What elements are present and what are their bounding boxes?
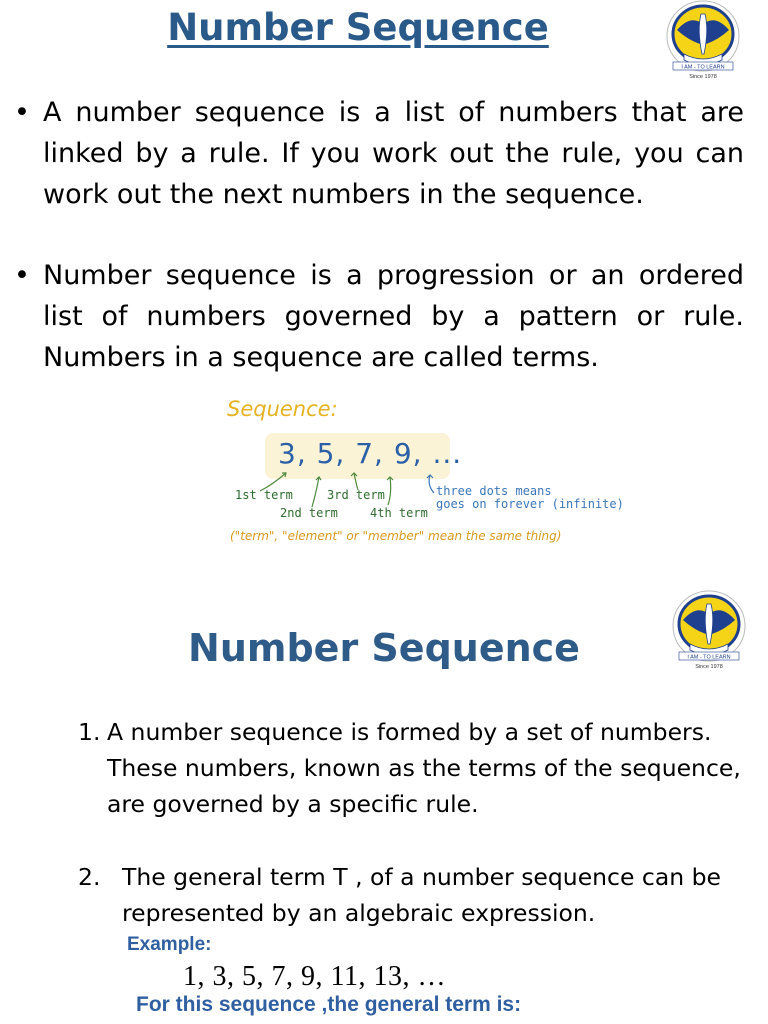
- svg-text:Since 1978: Since 1978: [689, 74, 717, 80]
- item-number: 2.: [78, 863, 101, 891]
- slide-2: [0, 590, 768, 1024]
- item-text: A number sequence is formed by a set of numbers. These numbers, known as the terms of the sequence, are governed by a specific rule.: [107, 718, 741, 818]
- sequence-figure: [220, 393, 624, 553]
- page-title: Number Sequence: [167, 6, 549, 49]
- bullet-item: • Number sequence is a progression or an ordered list of numbers governed by a pattern or rule. Numbers in a sequence are called terms.: [14, 255, 744, 378]
- fourth-term-label: 4th term: [370, 506, 428, 520]
- svg-text:I AM - TO LEARN: I AM - TO LEARN: [681, 64, 725, 71]
- sequence-heading: Sequence:: [227, 397, 338, 421]
- section-title: Number Sequence: [188, 626, 580, 670]
- example-label: Example:: [127, 934, 212, 955]
- svg-text:Since 1978: Since 1978: [695, 664, 723, 670]
- general-term-label: For this sequence ,the general term is:: [136, 993, 522, 1016]
- bullet-list: [14, 92, 744, 418]
- crest-icon: [664, 0, 742, 84]
- term-synonym-note: ("term", "element" or "member" mean the same thing): [230, 529, 562, 543]
- dots-meaning-line2: goes on forever (infinite): [436, 497, 624, 511]
- item-text: The general term T , of a number sequence can be represented by an algebraic expression.: [122, 863, 721, 927]
- svg-text:I AM - TO LEARN: I AM - TO LEARN: [687, 654, 731, 661]
- sequence-numbers: 3, 5, 7, 9, ...: [278, 437, 463, 470]
- second-term-label: 2nd term: [280, 506, 338, 520]
- dots-meaning-line1: three dots means: [436, 484, 552, 498]
- item-number: 1.: [78, 718, 101, 746]
- school-logo: [664, 0, 742, 84]
- bullet-item: • A number sequence is a list of numbers that are linked by a rule. If you work out the rule, you can work out the next numbers in the sequence.: [14, 92, 744, 215]
- first-term-label: 1st term: [235, 488, 293, 502]
- example-sequence: 1, 3, 5, 7, 9, 11, 13, …: [183, 961, 446, 992]
- third-term-label: 3rd term: [327, 488, 385, 502]
